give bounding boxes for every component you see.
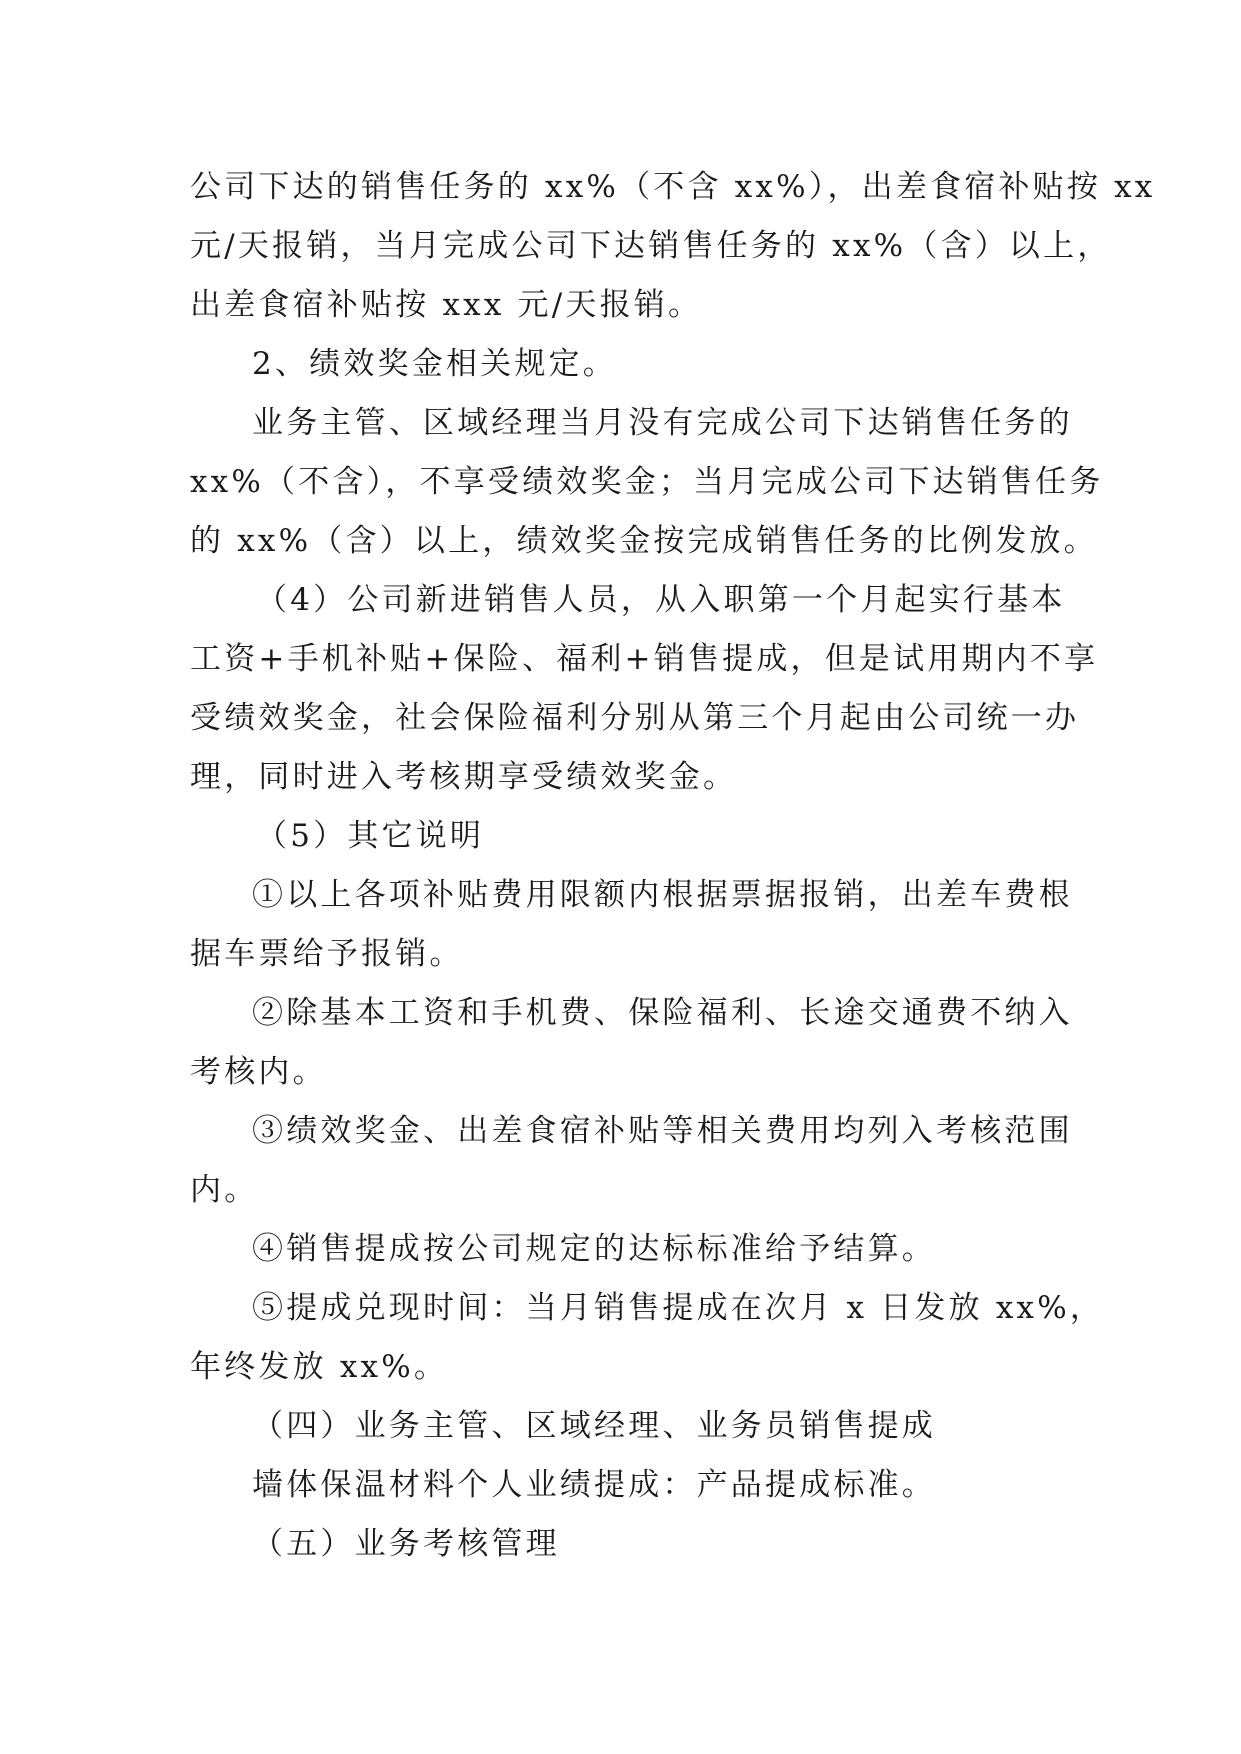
- text-line: 据车票给予报销。: [190, 936, 464, 972]
- section-heading: （四）业务主管、区域经理、业务员销售提成: [252, 1408, 936, 1444]
- text-line: 公司下达的销售任务的 xx%（不含 xx%），出差食宿补贴按 xx: [190, 169, 1156, 205]
- text-line: 的 xx%（含）以上，绩效奖金按完成销售任务的比例发放。: [190, 523, 1098, 559]
- text-line: 工资+手机补贴+保险、福利+销售提成，但是试用期内不享: [190, 641, 1099, 677]
- text-line: xx%（不含），不享受绩效奖金；当月完成公司下达销售任务: [190, 464, 1104, 500]
- list-item: ⑤提成兑现时间：当月销售提成在次月 x 日发放 xx%，: [252, 1290, 1105, 1326]
- text-line: 内。: [190, 1172, 259, 1208]
- text-line: （4）公司新进销售人员，从入职第一个月起实行基本: [256, 582, 1066, 618]
- list-item: ②除基本工资和手机费、保险福利、长途交通费不纳入: [252, 995, 1073, 1031]
- text-line: 墙体保温材料个人业绩提成：产品提成标准。: [252, 1467, 936, 1503]
- text-line: 年终发放 xx%。: [190, 1349, 449, 1385]
- list-item: ①以上各项补贴费用限额内根据票据报销，出差车费根: [252, 877, 1073, 913]
- text-line: 元/天报销，当月完成公司下达销售任务的 xx%（含）以上，: [190, 228, 1112, 264]
- text-line: 考核内。: [190, 1054, 327, 1090]
- text-line: 出差食宿补贴按 xxx 元/天报销。: [190, 287, 703, 323]
- section-heading: （五）业务考核管理: [252, 1526, 560, 1562]
- section-heading: 2、绩效奖金相关规定。: [252, 346, 617, 382]
- text-line: 受绩效奖金，社会保险福利分别从第三个月起由公司统一办: [190, 700, 1080, 736]
- list-item: ③绩效奖金、出差食宿补贴等相关费用均列入考核范围: [252, 1113, 1073, 1149]
- section-heading: （5）其它说明: [256, 818, 485, 854]
- text-line: 理，同时进入考核期享受绩效奖金。: [190, 759, 738, 795]
- text-line: 业务主管、区域经理当月没有完成公司下达销售任务的: [252, 405, 1073, 441]
- document-body: [190, 158, 1156, 1574]
- list-item: ④销售提成按公司规定的达标标准给予结算。: [252, 1231, 936, 1267]
